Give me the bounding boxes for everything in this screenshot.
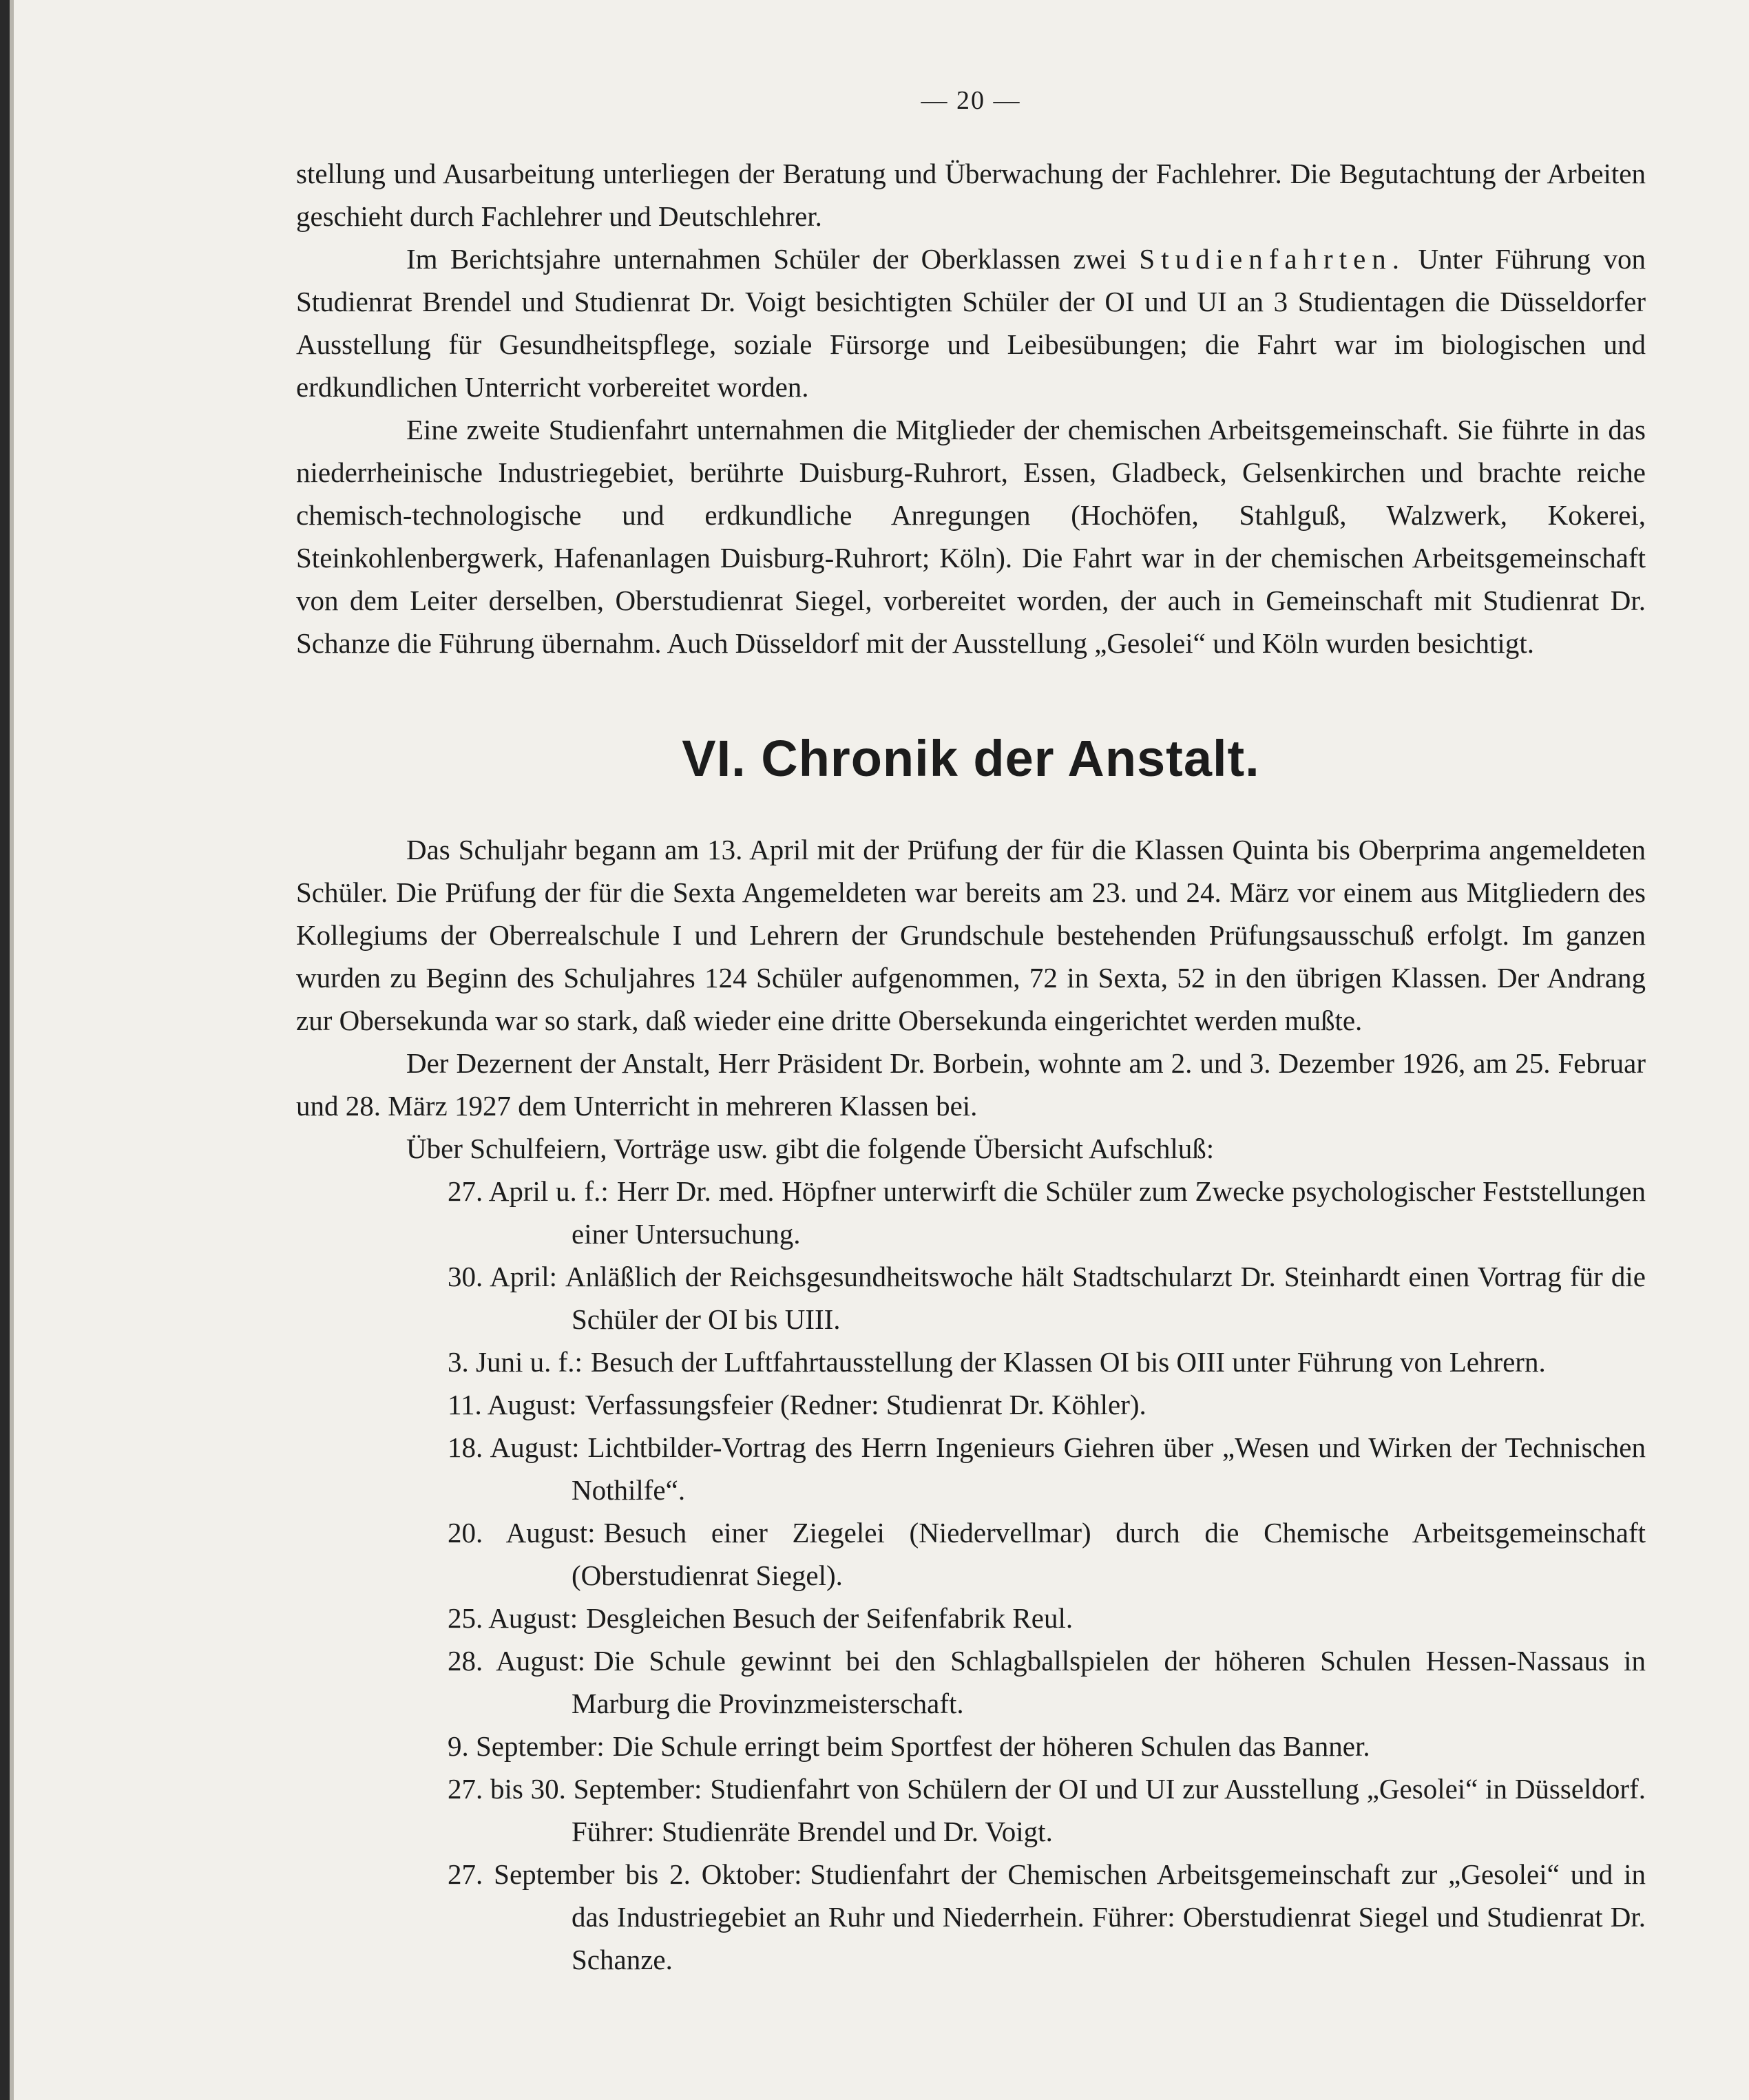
chronicle-paragraph-1: Das Schuljahr begann am 13. April mit der Prüfung der für die Klassen Quinta bis Oberprima angemeldeten Schüler. Die Prüfung der für die Sexta Angemeldeten war bereits am 23. und 24. März vor einem aus Mitgliedern des Kollegiums der Oberrealschule I und Lehrern der Grundschule bestehenden Prüfungsausschuß erfolgt. Im ganzen wurden zu Beginn des Schuljahres 124 Schüler aufgenommen, 72 in Sexta, 52 in den übrigen Klassen. Der Andrang zur Obersekunda war so stark, daß wieder eine dritte Obersekunda eingerichtet werden mußte.: [296, 834, 1646, 1036]
event-item: [296, 1511, 1646, 1597]
event-text: Die Schule gewinnt bei den Schlagballspielen der höheren Schulen Hessen-Nassaus in Marburg die Provinzmeisterschaft.: [572, 1645, 1646, 1719]
event-date: 18. August:: [448, 1431, 580, 1463]
event-text: Herr Dr. med. Höpfner unterwirft die Schüler zum Zwecke psychologischer Feststellungen einer Untersuchung.: [572, 1175, 1646, 1250]
page-number: — 20 —: [921, 86, 1021, 115]
event-item: [296, 1426, 1646, 1511]
section-heading: VI. Chronik der Anstalt.: [682, 730, 1260, 787]
second-trip-paragraph: Eine zweite Studienfahrt unternahmen die Mitglieder der chemischen Arbeitsgemeinschaft. Sie führte in das niederrheinische Industriegebiet, berührte Duisburg-Ruhrort, Essen, Gladbeck, Gelsenkirchen und brachte reiche chemisch-technologische und erdkundliche Anregungen (Hochöfen, Stahlguß, Walzwerk, Kokerei, Steinkohlenbergwerk, Hafenanlagen Duisburg-Ruhrort; Köln). Die Fahrt war in der chemischen Arbeitsgemeinschaft von dem Leiter derselben, Oberstudienrat Siegel, vorbereitet worden, der auch in Gemeinschaft mit Studienrat Dr. Schanze die Führung übernahm. Auch Düsseldorf mit der Ausstellung „Gesolei“ und Köln wurden besichtigt.: [296, 414, 1646, 659]
study-trips-paragraph: [296, 238, 1646, 408]
intro-paragraph: stellung und Ausarbeitung unterliegen der Beratung und Überwachung der Fachlehrer. Die Begutachtung der Arbeiten geschieht durch Fachlehrer und Deutschlehrer.: [296, 158, 1646, 232]
document-page: [296, 79, 1646, 1981]
study-trips-lead: Im Berichtsjahre unternahmen Schüler der Oberklassen zwei: [406, 243, 1127, 275]
event-text: Studienfahrt von Schülern der OI und UI zur Ausstellung „Gesolei“ in Düsseldorf. Führer: Studienräte Brendel und Dr. Voigt.: [572, 1773, 1646, 1847]
event-item: [296, 1767, 1646, 1853]
chronicle-paragraph-2: Der Dezernent der Anstalt, Herr Präsident Dr. Borbein, wohnte am 2. und 3. Dezember 1926, am 25. Februar und 28. März 1927 dem Unterricht in mehreren Klassen bei.: [296, 1047, 1646, 1122]
scan-edge-shadow: [10, 0, 14, 2100]
event-text: Besuch der Luftfahrtausstellung der Klassen OI bis OIII unter Führung von Lehrern.: [590, 1346, 1546, 1378]
event-text: Besuch einer Ziegelei (Niedervellmar) durch die Chemische Arbeitsgemeinschaft (Oberstudienrat Siegel).: [572, 1517, 1646, 1591]
event-item: [296, 1639, 1646, 1725]
event-date: 20. August:: [448, 1517, 596, 1548]
event-text: Anläßlich der Reichsgesundheitswoche hält Stadtschularzt Dr. Steinhardt einen Vortrag für die Schüler der OI bis UIII.: [565, 1261, 1646, 1335]
event-date: 28. August:: [448, 1645, 586, 1677]
event-date: 25. August:: [448, 1602, 578, 1634]
event-date: 27. April u. f.:: [448, 1175, 609, 1207]
event-item: [296, 1597, 1646, 1639]
chronicle-paragraph-3: Über Schulfeiern, Vorträge usw. gibt die folgende Übersicht Aufschluß:: [406, 1133, 1215, 1164]
event-item: [296, 1255, 1646, 1341]
event-text: Die Schule erringt beim Sportfest der höheren Schulen das Banner.: [612, 1730, 1370, 1762]
event-list: [296, 1170, 1646, 1981]
event-item: [296, 1725, 1646, 1767]
event-date: 30. April:: [448, 1261, 558, 1292]
event-item: [296, 1853, 1646, 1981]
event-date: 9. September:: [448, 1730, 605, 1762]
event-text: Studienfahrt der Chemischen Arbeitsgemeinschaft zur „Gesolei“ und in das Industriegebiet an Ruhr und Niederrhein. Führer: Oberstudienrat Siegel und Studienrat Dr. Schanze.: [572, 1858, 1646, 1975]
scan-edge: [0, 0, 10, 2100]
event-date: 27. bis 30. September:: [448, 1773, 702, 1805]
event-item: [296, 1170, 1646, 1255]
event-text: Verfassungsfeier (Redner: Studienrat Dr. Köhler).: [585, 1389, 1146, 1420]
event-text: Lichtbilder-Vortrag des Herrn Ingenieurs Giehren über „Wesen und Wirken der Technischen Nothilfe“.: [572, 1431, 1646, 1506]
event-text: Desgleichen Besuch der Seifenfabrik Reul.: [586, 1602, 1074, 1634]
study-trips-rest: Unter Führung von Studienrat Brendel und Studienrat Dr. Voigt besichtigten Schüler der OI und UI an 3 Studientagen die Düsseldorfer Ausstellung für Gesundheitspflege, soziale Fürsorge und Leibesübungen; die Fahrt war im biologischen und erdkundlichen Unterricht vorbereitet worden.: [296, 243, 1646, 403]
event-date: 11. August:: [448, 1389, 577, 1420]
event-item: [296, 1341, 1646, 1383]
event-item: [296, 1383, 1646, 1426]
study-trips-term: Studienfahrten.: [1139, 243, 1406, 275]
event-date: 27. September bis 2. Oktober:: [448, 1858, 802, 1890]
event-date: 3. Juni u. f.:: [448, 1346, 583, 1378]
